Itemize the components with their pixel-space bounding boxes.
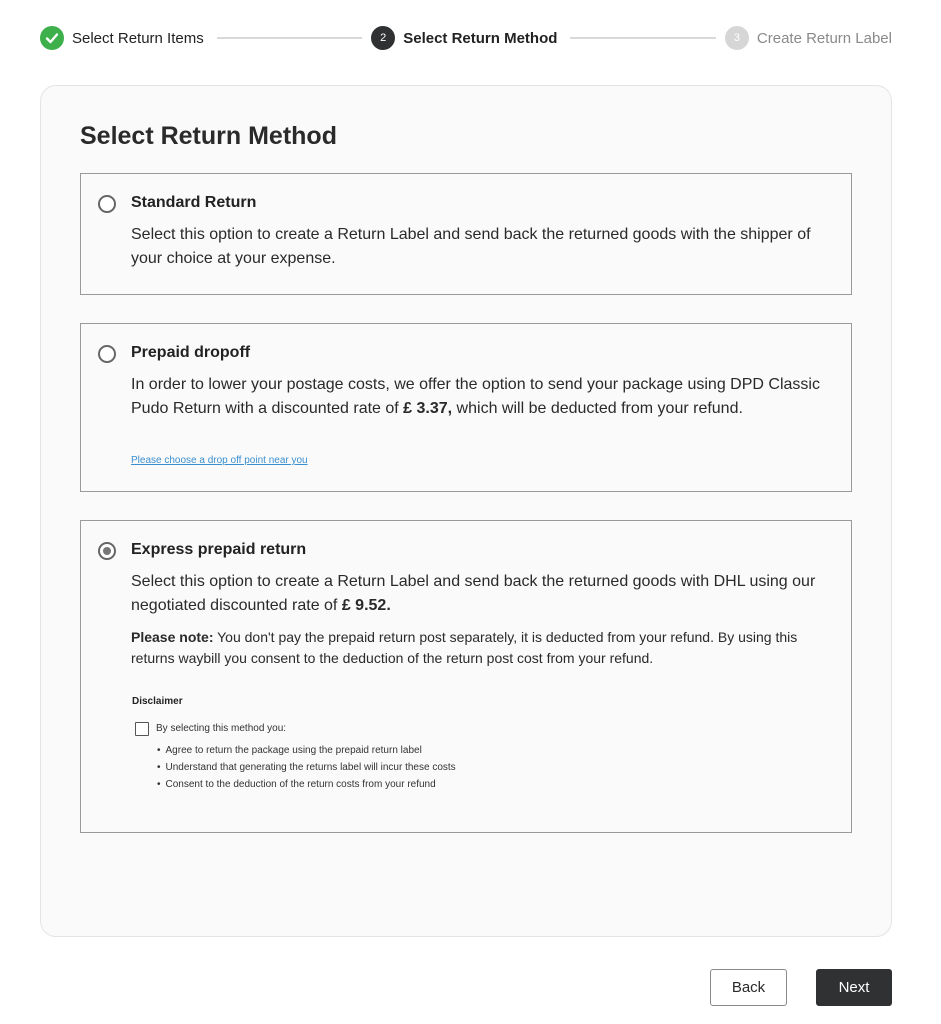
option-title: Express prepaid return xyxy=(131,541,307,558)
step-number: 3 xyxy=(725,26,749,50)
page-title: Select Return Method xyxy=(80,122,337,150)
step-label: Create Return Label xyxy=(756,29,892,47)
step-select-return-items xyxy=(40,26,204,50)
description-text: In order to lower your postage costs, we offer the option to send your package using DPD Classic Pudo Return with a discounted rate of xyxy=(131,376,820,417)
express-price: £ 9.52. xyxy=(341,597,391,614)
step-label: Select Return Items xyxy=(72,29,204,47)
option-title: Standard Return xyxy=(131,194,257,211)
express-return-radio[interactable] xyxy=(98,542,116,560)
option-description xyxy=(131,373,836,421)
step-number: 2 xyxy=(371,26,395,50)
disclaimer-checkbox-label: By selecting this method you: xyxy=(156,723,287,734)
disclaimer-list xyxy=(157,742,456,793)
option-express-prepaid-return[interactable] xyxy=(80,520,852,833)
note-label: Please note: xyxy=(131,629,214,645)
standard-return-radio[interactable] xyxy=(98,195,116,213)
list-item: • Agree to return the package using the prepaid return label xyxy=(157,742,456,759)
description-text: Select this option to create a Return Label and send back the returned goods with DHL using our negotiated discounted rate of xyxy=(131,573,816,614)
step-label: Select Return Method xyxy=(403,29,558,47)
step-select-return-method xyxy=(371,26,557,50)
option-prepaid-dropoff[interactable] xyxy=(80,323,852,492)
option-standard-return[interactable] xyxy=(80,173,852,295)
check-icon xyxy=(40,26,64,50)
list-item: • Understand that generating the returns label will incur these costs xyxy=(157,759,456,776)
prepaid-dropoff-radio[interactable] xyxy=(98,345,116,363)
step-create-return-label xyxy=(725,26,892,50)
choose-drop-off-point-link[interactable]: Please choose a drop off point near you xyxy=(131,455,308,466)
disclaimer-title: Disclaimer xyxy=(132,696,183,707)
disclaimer-checkbox[interactable] xyxy=(135,722,149,736)
description-text: which will be deducted from your refund. xyxy=(452,400,743,417)
list-item: • Consent to the deduction of the return costs from your refund xyxy=(157,776,456,793)
next-button[interactable]: Next xyxy=(816,969,892,1006)
step-connector xyxy=(570,37,716,39)
step-connector xyxy=(217,37,363,39)
note-body: You don't pay the prepaid return post separately, it is deducted from your refund. By using this returns waybill you consent to the deduction of the return post cost from your refund. xyxy=(131,629,798,666)
back-button[interactable]: Back xyxy=(710,969,787,1006)
return-method-card xyxy=(40,85,892,937)
please-note-text xyxy=(131,627,843,669)
dropoff-price: £ 3.37, xyxy=(403,400,453,417)
option-title: Prepaid dropoff xyxy=(131,344,251,361)
option-description xyxy=(131,570,836,618)
progress-stepper xyxy=(40,26,892,50)
option-description: Select this option to create a Return Label and send back the returned goods with the shipper of your choice at your expense. xyxy=(131,226,811,267)
